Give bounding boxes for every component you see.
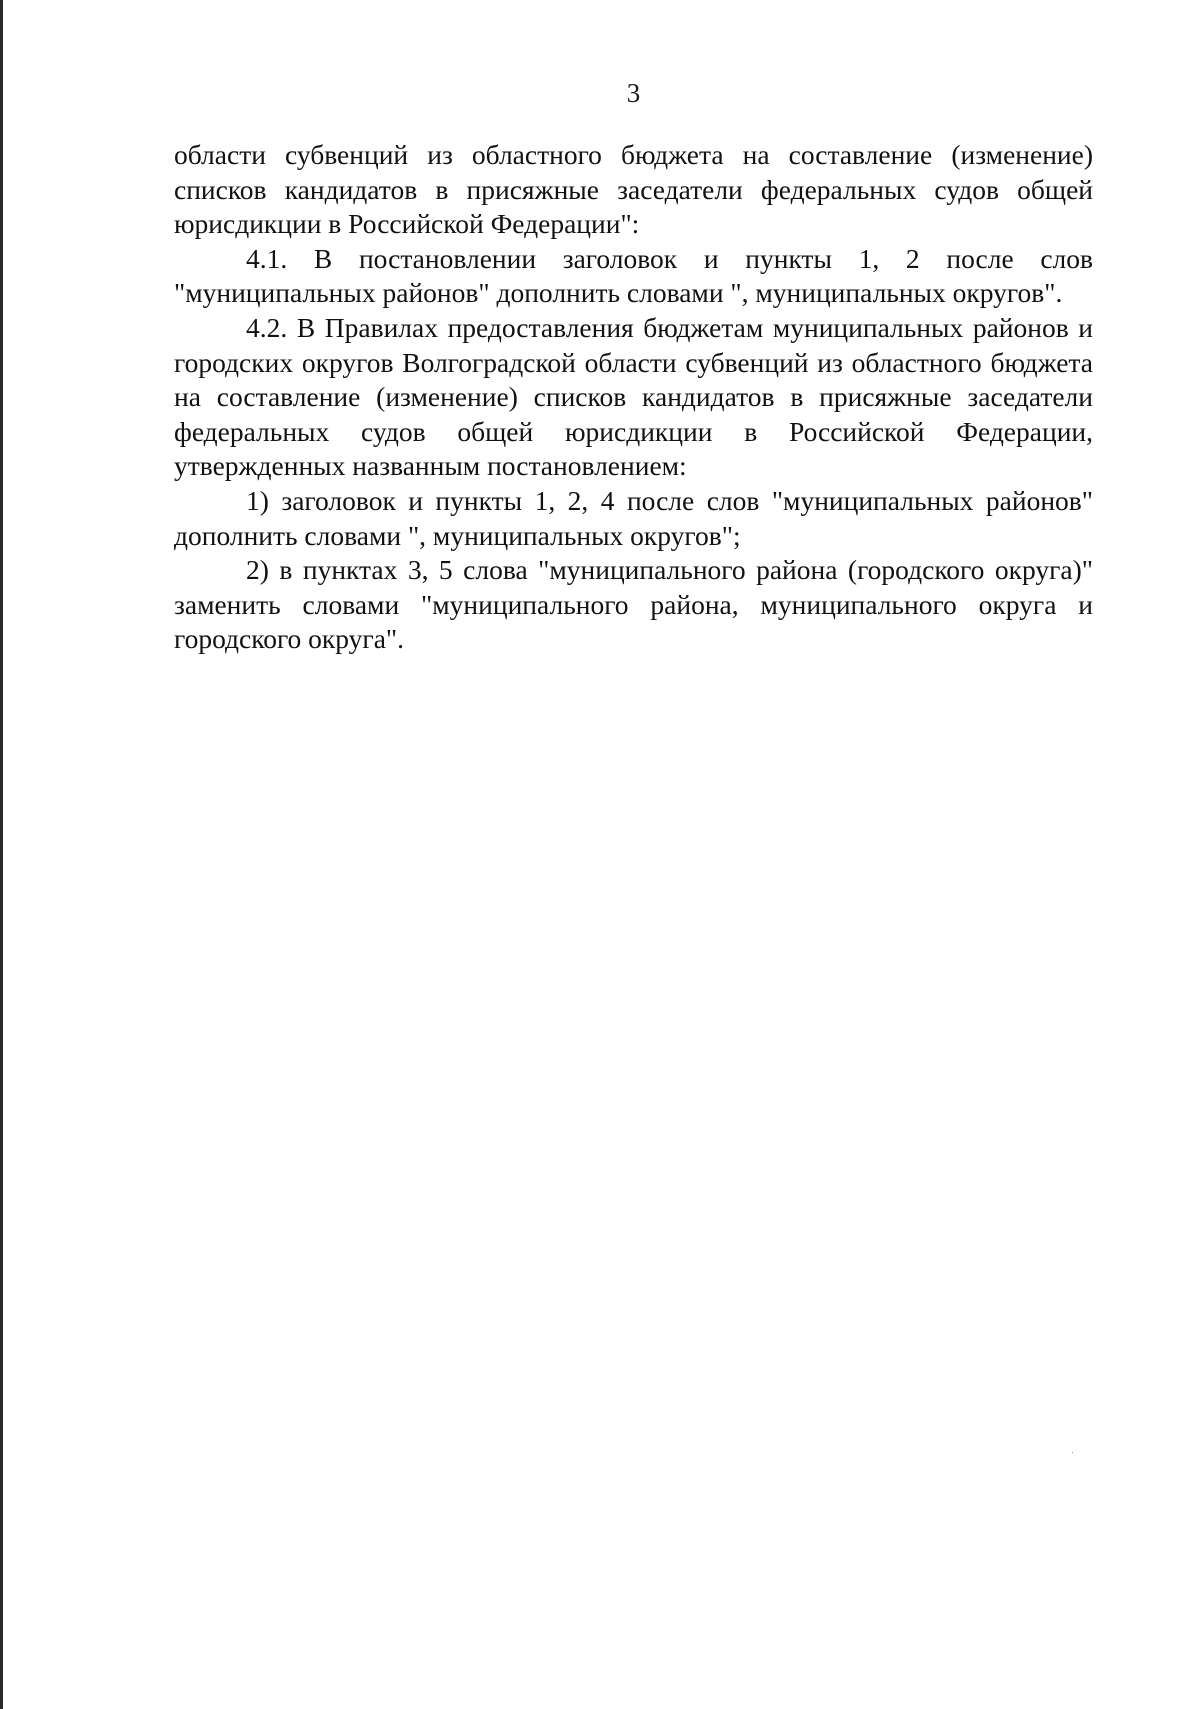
- paragraph-item-2: 2) в пунктах 3, 5 слова "муниципального района (городского округа)" заменить словами "муниципального района, муниципального округа и городского округа".: [174, 554, 1093, 655]
- paragraph-item-1: 1) заголовок и пункты 1, 2, 4 после слов "муниципальных районов" дополнить словами ", муниципальных округов";: [174, 484, 1093, 551]
- paragraph-continuation: области субвенций из областного бюджета на составление (изменение) списков кандидатов в присяжные заседатели федеральных судов общей юрисдикции в Российской Федерации":: [174, 139, 1093, 240]
- page-number: 3: [626, 78, 641, 108]
- document-body: [174, 138, 1093, 657]
- paragraph-4-2: 4.2. В Правилах предоставления бюджетам муниципальных районов и городских округов Волгоградской области субвенций из областного бюджета на составление (изменение) списков кандидатов в присяжные заседатели федеральных судов общей юрисдикции в Российской Федерации, утвержденных названным постановлением:: [174, 311, 1093, 482]
- scan-edge: [0, 0, 3, 1709]
- scan-speck: [1072, 1452, 1073, 1453]
- paragraph-4-1: 4.1. В постановлении заголовок и пункты 1, 2 после слов "муниципальных районов" дополнить словами ", муниципальных округов".: [174, 242, 1093, 309]
